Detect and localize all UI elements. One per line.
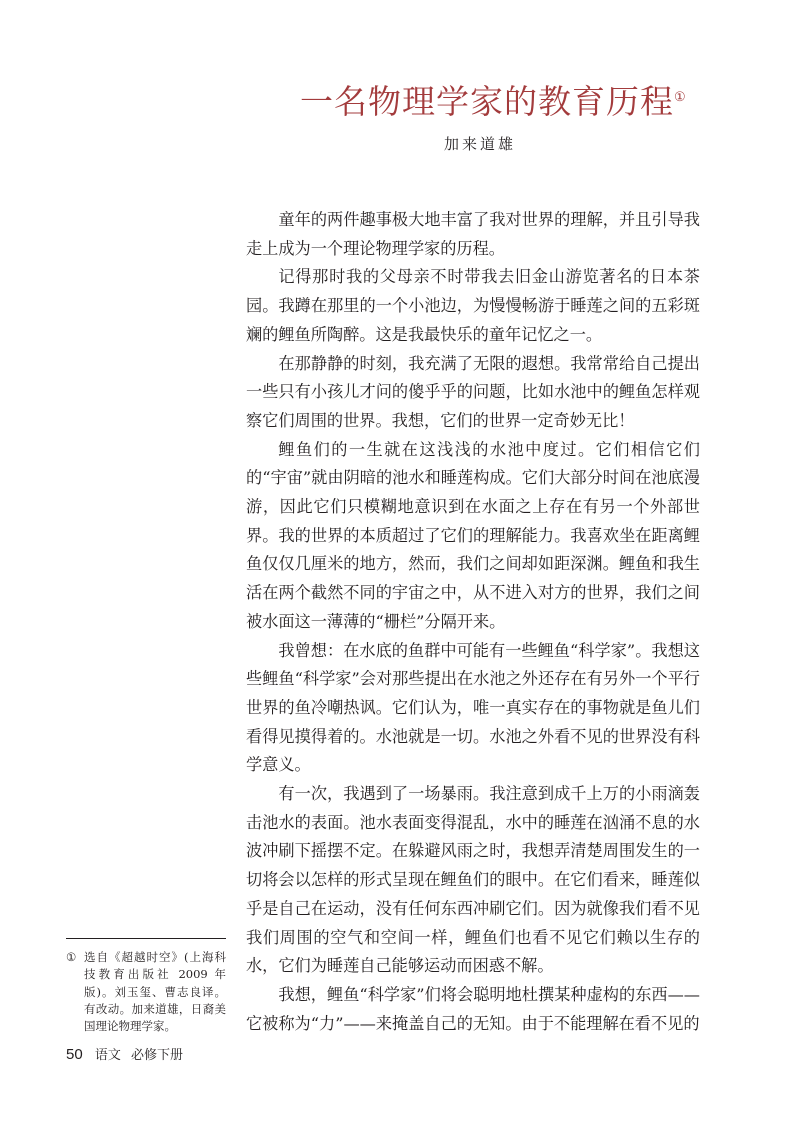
article-body bbox=[246, 206, 700, 1038]
title-footnote-ref[interactable]: ① bbox=[674, 90, 687, 105]
page-number: 50 bbox=[66, 1046, 83, 1063]
paragraph: 童年的两件趣事极大地丰富了我对世界的理解，并且引导我走上成为一个理论物理学家的历程。 bbox=[246, 210, 700, 258]
author-name: 加来道雄 bbox=[443, 135, 516, 153]
paragraph: 鲤鱼们的一生就在这浅浅的水池中度过。它们相信它们的“宇宙”就由阴暗的池水和睡莲构成。它们大部分时间在池底漫游，因此它们只模糊地意识到在水面之上存在有另一个外部世界。我的世界的本质超过了它们的理解能力。我喜欢坐在距离鲤鱼仅仅几厘米的地方，然而，我们之间却如距深渊。鲤鱼和我生活在两个截然不同的宇宙之中，从不进入对方的世界，我们之间被水面这一薄薄的“栅栏”分隔开来。 bbox=[246, 439, 700, 631]
article-title bbox=[300, 80, 687, 124]
footnote-text: 选自《超越时空》(上海科技教育出版社 2009 年版)。刘玉玺、曹志良译。有改动。加来道雄，日裔美国理论物理学家。 bbox=[84, 950, 226, 1034]
paragraph: 在那静静的时刻，我充满了无限的遐想。我常常给自己提出一些只有小孩儿才问的傻乎乎的问题，比如水池中的鲤鱼怎样观察它们周围的世界。我想，它们的世界一定奇妙无比！ bbox=[246, 353, 700, 430]
footnote bbox=[66, 949, 226, 1035]
paragraph: 我曾想：在水底的鱼群中可能有一些鲤鱼“科学家”。我想这些鲤鱼“科学家”会对那些提出在水池之外还存在有另外一个平行世界的鱼冷嘲热讽。它们认为，唯一真实存在的事物就是鱼儿们看得见摸得着的。水池就是一切。水池之外看不见的世界没有科学意义。 bbox=[246, 640, 700, 775]
page-footer bbox=[66, 1044, 183, 1063]
paragraph: 有一次，我遇到了一场暴雨。我注意到成千上万的小雨滴轰击池水的表面。池水表面变得混乱，水中的睡莲在汹涌不息的水波冲刷下摇摆不定。在躲避风雨之时，我想弄清楚周围发生的一切将会以怎样的形式呈现在鲤鱼们的眼中。在它们看来，睡莲似乎是自己在运动，没有任何东西冲刷它们。因为就像我们看不见我们周围的空气和空间一样，鲤鱼们也看不见它们赖以生存的水，它们为睡莲自己能够运动而困惑不解。 bbox=[246, 784, 700, 976]
book-title: 语文 bbox=[94, 1048, 121, 1063]
paragraph: 记得那时我的父母亲不时带我去旧金山游览著名的日本茶园。我蹲在那里的一个小池边，为慢慢畅游于睡莲之间的五彩斑斓的鲤鱼所陶醉。这是我最快乐的童年记忆之一。 bbox=[246, 267, 700, 344]
footnote-marker: ① bbox=[66, 950, 77, 964]
paragraph: 我想，鲤鱼“科学家”们将会聪明地杜撰某种虚构的东西——它被称为“力”——来掩盖自己的无知。由于不能理解在看不见的 bbox=[246, 984, 700, 1033]
book-volume: 必修下册 bbox=[130, 1048, 183, 1063]
article-title-text: 一名物理学家的教育历程 bbox=[300, 82, 674, 121]
footnote-divider bbox=[66, 938, 226, 939]
